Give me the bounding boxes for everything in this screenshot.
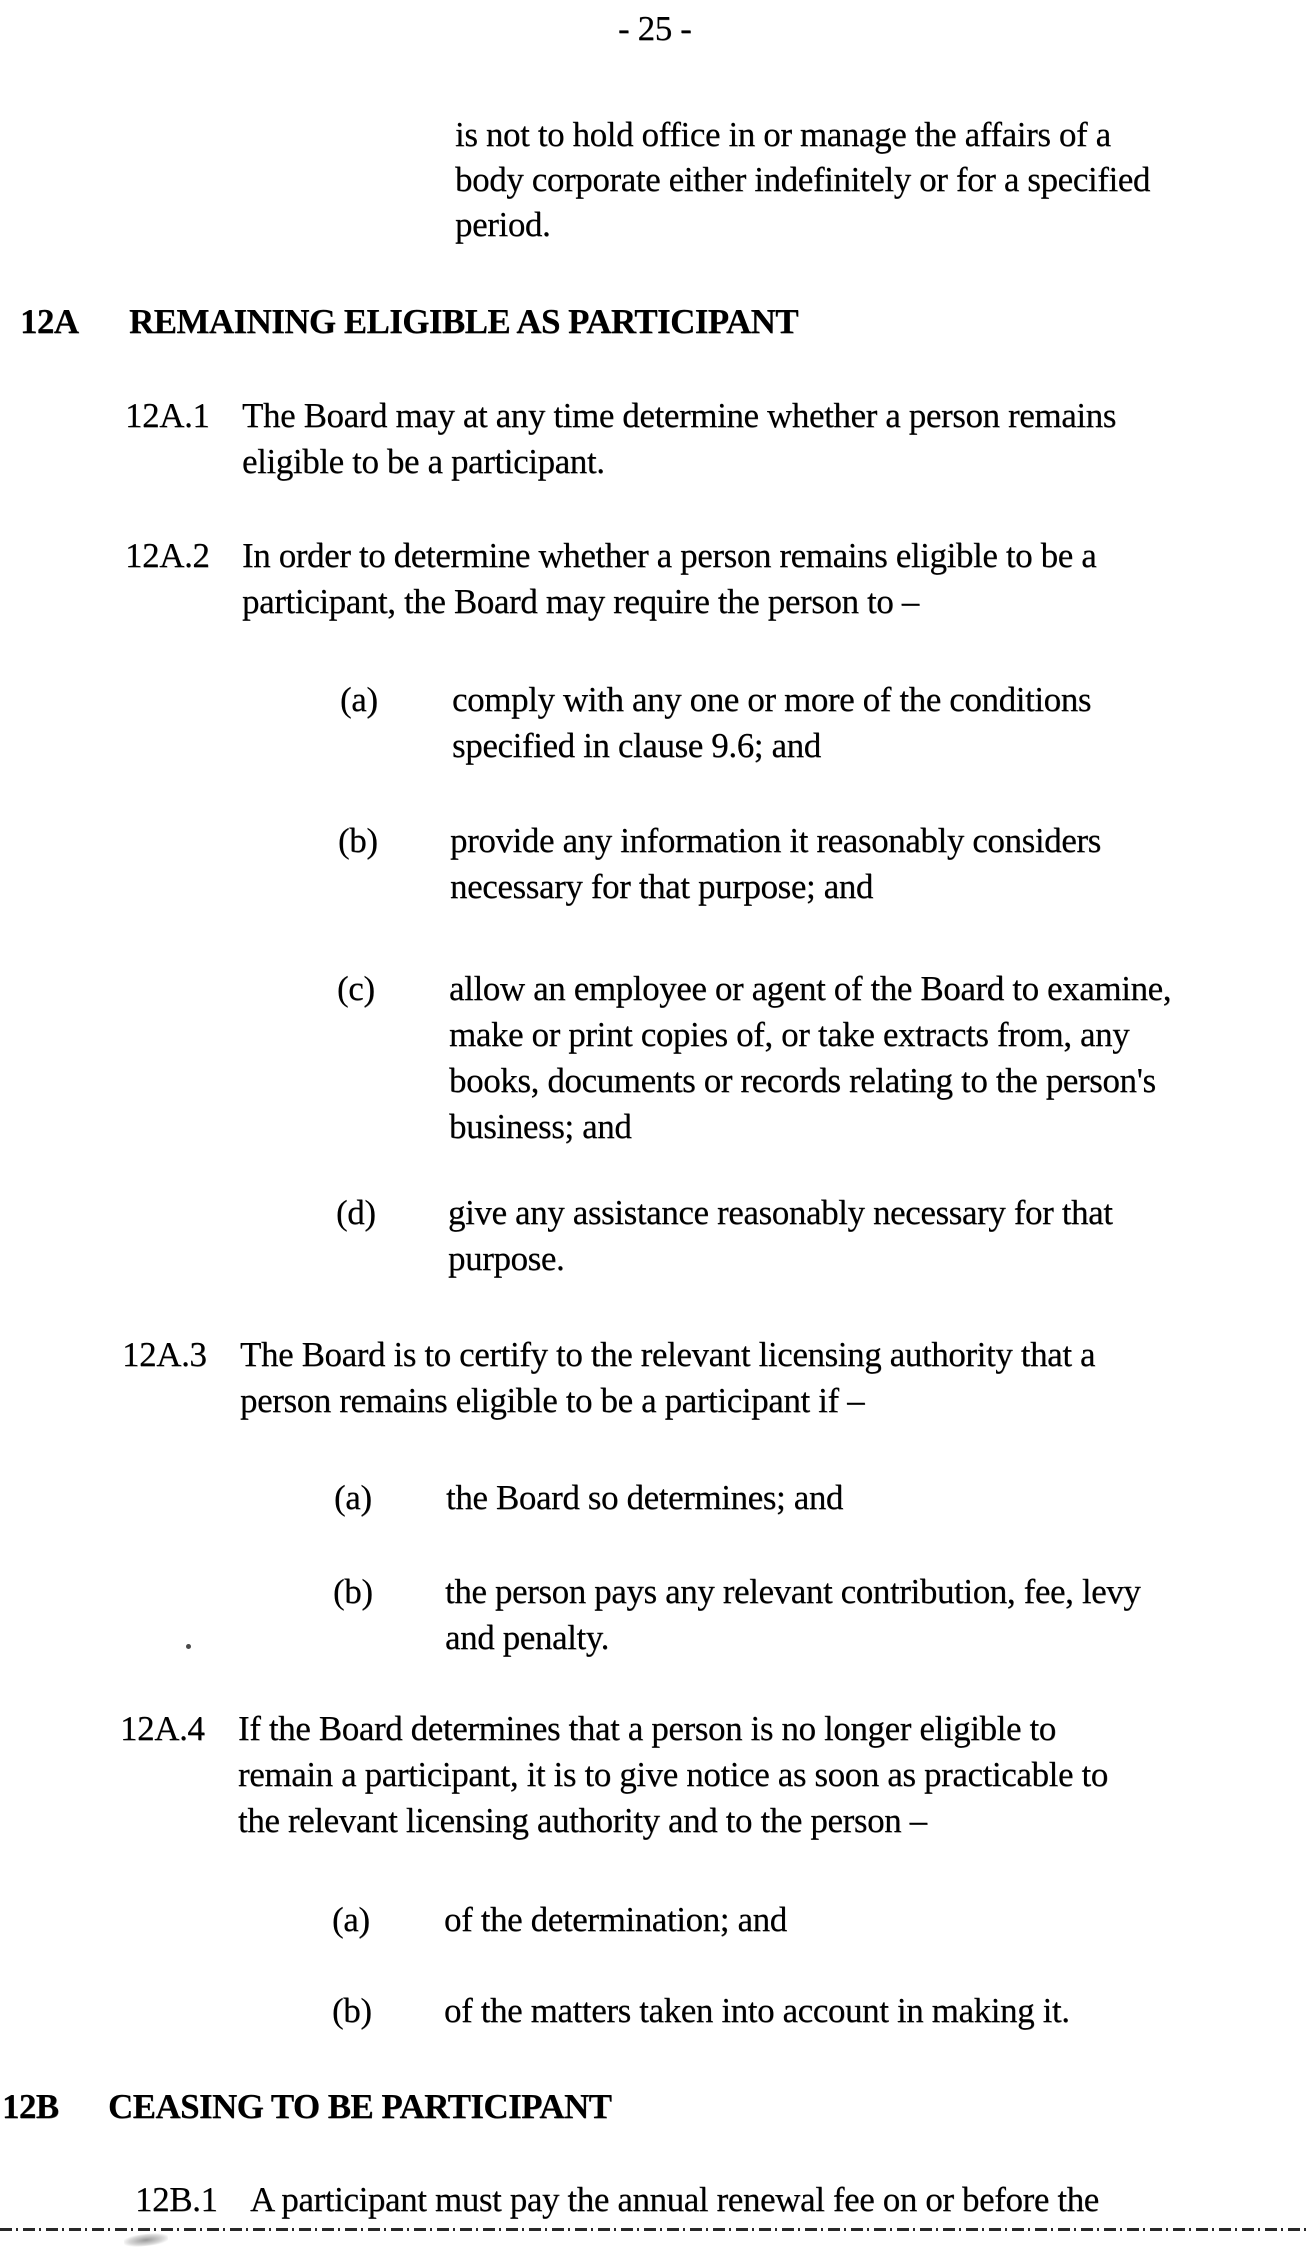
clause-12a3-line: person remains eligible to be a participant if – bbox=[240, 1381, 865, 1420]
clause-12a3-number: 12A.3 bbox=[122, 1335, 207, 1374]
item-a-label: (a) bbox=[340, 680, 378, 719]
item-a-label: (a) bbox=[332, 1900, 370, 1939]
section-12b-heading-number: 12B bbox=[2, 2087, 59, 2126]
item-b-label: (b) bbox=[332, 1991, 372, 2030]
item-c-line: make or print copies of, or take extracts from, any bbox=[449, 1015, 1130, 1054]
item-d-line: give any assistance reasonably necessary for that bbox=[448, 1193, 1113, 1232]
item-b-line: of the matters taken into account in making it. bbox=[444, 1991, 1070, 2030]
clause-12a4-line: the relevant licensing authority and to the person – bbox=[238, 1801, 927, 1840]
clause-12b1-line: A participant must pay the annual renewal fee on or before the bbox=[250, 2180, 1099, 2219]
clause-12a3-line: The Board is to certify to the relevant licensing authority that a bbox=[240, 1335, 1096, 1374]
item-c-line: books, documents or records relating to the person's bbox=[449, 1061, 1156, 1100]
item-c-line: allow an employee or agent of the Board to examine, bbox=[449, 969, 1172, 1008]
item-b-line: and penalty. bbox=[445, 1618, 609, 1657]
item-b-line: necessary for that purpose; and bbox=[450, 867, 873, 906]
item-c-label: (c) bbox=[337, 969, 375, 1008]
item-c-line: business; and bbox=[449, 1107, 632, 1146]
item-d-line: purpose. bbox=[448, 1239, 565, 1278]
continuation-paragraph-line: body corporate either indefinitely or for a specified bbox=[455, 160, 1151, 199]
item-d-label: (d) bbox=[336, 1193, 376, 1232]
clause-12a2-line: In order to determine whether a person remains eligible to be a bbox=[242, 536, 1097, 575]
clause-12a4-line: remain a participant, it is to give notice as soon as practicable to bbox=[238, 1755, 1108, 1794]
scan-dot-artifact bbox=[186, 1644, 191, 1649]
clause-12a2-line: participant, the Board may require the person to – bbox=[242, 582, 919, 621]
clause-12a1-line: The Board may at any time determine whether a person remains bbox=[242, 396, 1117, 435]
item-b-line: the person pays any relevant contribution, fee, levy bbox=[445, 1572, 1141, 1611]
item-a-label: (a) bbox=[334, 1478, 372, 1517]
item-a-line: of the determination; and bbox=[444, 1900, 787, 1939]
clause-12a1-line: eligible to be a participant. bbox=[242, 442, 605, 481]
item-a-line: comply with any one or more of the conditions bbox=[452, 680, 1092, 719]
continuation-paragraph-line: is not to hold office in or manage the affairs of a bbox=[455, 115, 1111, 154]
clause-12a1-number: 12A.1 bbox=[125, 396, 210, 435]
clause-12a4-number: 12A.4 bbox=[120, 1709, 205, 1748]
item-b-label: (b) bbox=[333, 1572, 373, 1611]
section-12a-heading-number: 12A bbox=[20, 302, 79, 341]
clause-12b1-number: 12B.1 bbox=[135, 2180, 218, 2219]
page-number: - 25 - bbox=[618, 9, 692, 48]
continuation-paragraph-line: period. bbox=[455, 205, 551, 244]
item-b-line: provide any information it reasonably considers bbox=[450, 821, 1101, 860]
item-a-line: specified in clause 9.6; and bbox=[452, 726, 821, 765]
scan-dashed-edge-line bbox=[0, 2228, 1306, 2232]
clause-12a4-line: If the Board determines that a person is no longer eligible to bbox=[238, 1709, 1056, 1748]
section-12b-heading-title: CEASING TO BE PARTICIPANT bbox=[108, 2087, 612, 2126]
item-a-line: the Board so determines; and bbox=[446, 1478, 844, 1517]
item-b-label: (b) bbox=[338, 821, 378, 860]
clause-12a2-number: 12A.2 bbox=[125, 536, 210, 575]
section-12a-heading-title: REMAINING ELIGIBLE AS PARTICIPANT bbox=[129, 302, 799, 341]
